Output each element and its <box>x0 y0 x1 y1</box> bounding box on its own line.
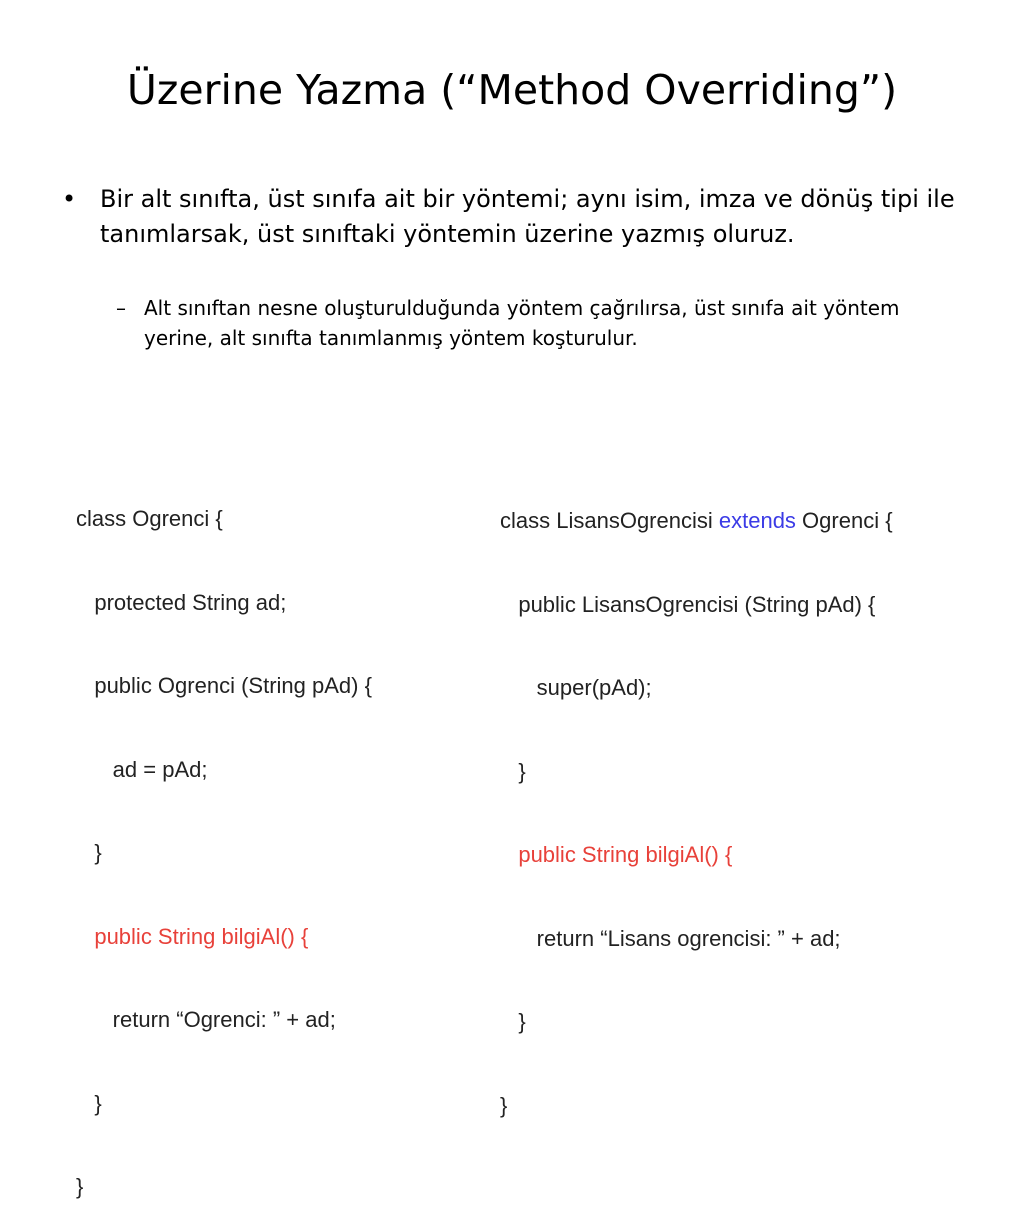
code-line: } <box>76 1174 84 1199</box>
bullet-marker: • <box>62 185 77 213</box>
sub-bullet-text: Alt sınıftan nesne oluşturulduğunda yöntem çağrılırsa, üst sınıfa ait yöntem yerine, alt sınıfta tanımlanmış yöntem koşturulur. <box>144 296 900 350</box>
code-line-highlighted: public String bilgiAl() { <box>500 842 733 867</box>
bullet-text: Bir alt sınıfta, üst sınıfa ait bir yöntemi; aynı isim, imza ve dönüş tipi ile tanımlarsak, üst sınıftaki yöntemin üzerine yazmış oluruz. <box>100 185 955 248</box>
code-line: public LisansOgrencisi (String pAd) { <box>500 591 876 617</box>
code-block-ogrenci <box>76 451 372 1229</box>
code-line: } <box>500 758 526 784</box>
slide-title: Üzerine Yazma (“Method Overriding”) <box>126 66 898 114</box>
code-line-highlighted: public String bilgiAl() { <box>76 923 309 949</box>
code-line: } <box>76 840 102 865</box>
code-line: return “Lisans ogrencisi: ” + ad; <box>500 925 841 951</box>
code-line: } <box>500 1092 508 1118</box>
code-text: class LisansOgrencisi <box>500 508 719 533</box>
code-line: ad = pAd; <box>76 756 208 782</box>
code-line: return “Ogrenci: ” + ad; <box>76 1007 336 1032</box>
code-line: } <box>76 1090 102 1116</box>
code-line: } <box>500 1009 526 1034</box>
code-line: public Ogrenci (String pAd) { <box>76 673 372 698</box>
sub-bullet-marker: – <box>116 296 126 320</box>
code-keyword-extends: extends <box>718 508 796 533</box>
code-line: class Ogrenci { <box>76 506 223 531</box>
code-line: super(pAd); <box>500 675 652 700</box>
code-text: Ogrenci { <box>795 508 893 533</box>
code-line: protected String ad; <box>76 589 287 615</box>
code-block-lisansogrencisi <box>500 453 893 1147</box>
code-line <box>500 505 893 537</box>
